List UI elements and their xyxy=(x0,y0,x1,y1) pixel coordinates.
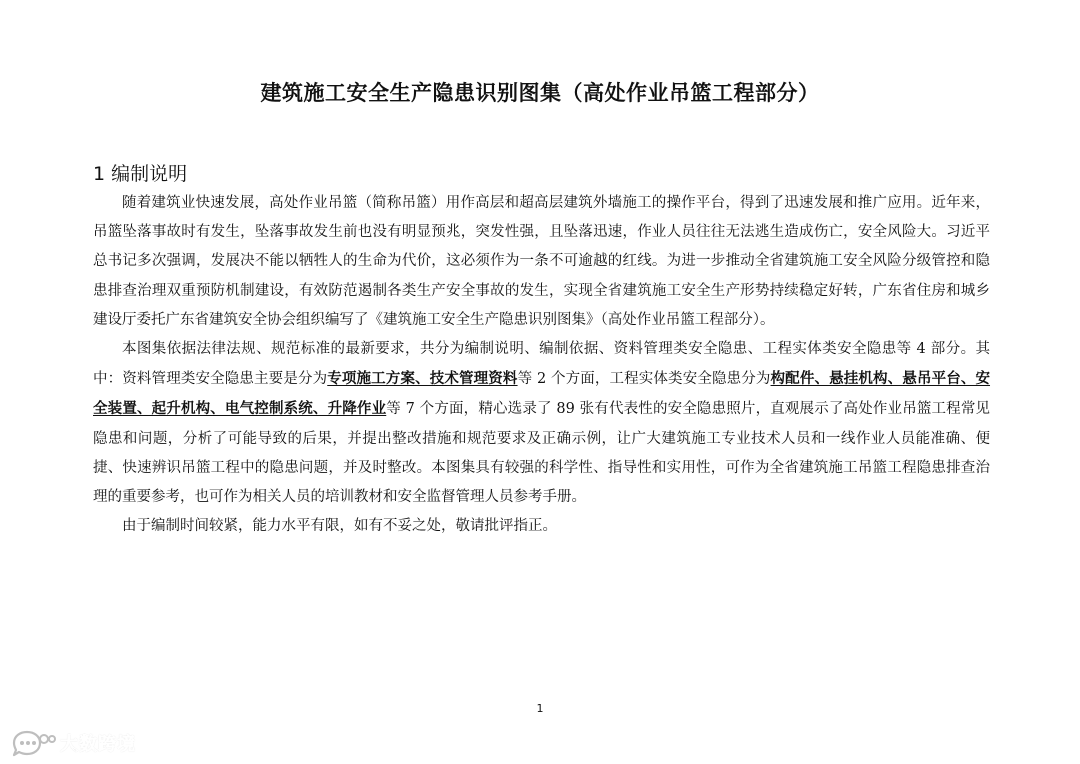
document-title: 建筑施工安全生产隐患识别图集（高处作业吊篮工程部分） xyxy=(260,81,820,105)
watermark xyxy=(10,728,136,758)
emphasis-entity-categories: 构配件、悬挂机构、悬吊平台、安全装置、起升机构、电气控制系统、升降作业 xyxy=(93,370,991,418)
paragraph-closing: 由于编制时间较紧，能力水平有限，如有不妥之处，敬请批评指正。 xyxy=(122,518,557,535)
page-number: 1 xyxy=(536,702,544,715)
paragraph-structure-text-2: 等 2 个方面，工程实体类安全隐患分为 xyxy=(517,371,771,388)
paragraph-structure xyxy=(93,335,990,512)
section-heading: 1 编制说明 xyxy=(93,163,188,185)
paragraph-intro: 随着建筑业快速发展，高处作业吊篮（简称吊篮）用作高层和超高层建筑外墙施工的操作平台，得到了迅速发展和推广应用。近年来，吊篮坠落事故时有发生，坠落事故发生前也没有明显预兆，突发性强，且坠落迅速，作业人员往往无法逃生造成伤亡，安全风险大。习近平总书记多次强调，发展决不能以牺牲人的生命为代价，这必须作为一条不可逾越的红线。为进一步推动全省建筑施工安全风险分级管控和隐患排查治理双重预防机制建设，有效防范遏制各类生产安全事故的发生，实现全省建筑施工安全生产形势持续稳定好转，广东省住房和城乡建设厅委托广东省建筑安全协会组织编写了《建筑施工安全生产隐患识别图集》（高处作业吊篮工程部分）。 xyxy=(93,195,990,328)
body-text xyxy=(93,189,990,541)
paragraph-structure-text-1: 本图集依据法律法规、规范标准的最新要求，共分为编制说明、编制依据、资料管理类安全隐患、工程实体类安全隐患等 4 部分。其中：资料管理类安全隐患主要是分为 xyxy=(93,341,990,388)
emphasis-document-categories: 专项施工方案、技术管理资料 xyxy=(327,370,518,388)
watermark-text: 大数跨境 xyxy=(60,734,136,755)
paragraph-structure-text-3: 等 7 个方面，精心选录了 89 张有代表性的安全隐患照片，直观展示了高处作业吊篮工程常见隐患和问题，分析了可能导致的后果，并提出整改措施和规范要求及正确示例，让广大建筑施工专业技术人员和一线作业人员能准确、便捷、快速辨识吊篮工程中的隐患问题，并及时整改。本图集具有较强的科学性、指导性和实用性，可作为全省建筑施工吊篮工程隐患排查治理的重要参考，也可作为相关人员的培训教材和安全监督管理人员参考手册。 xyxy=(93,401,991,506)
chat-bubble-logo-icon xyxy=(10,729,56,757)
